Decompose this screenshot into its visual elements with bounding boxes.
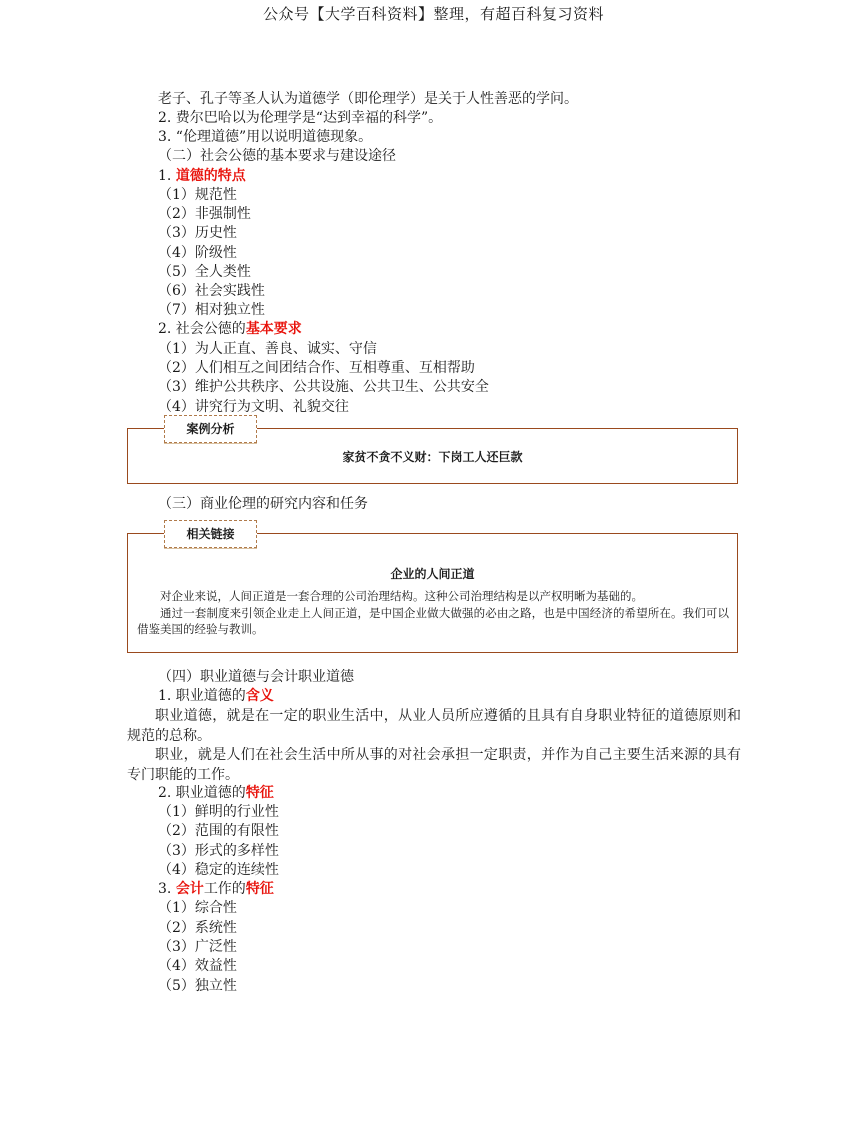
list-item: （2）系统性 [158,920,237,936]
list-item: （1）为人正直、善良、诚实、守信 [158,341,377,357]
list-item: （7）相对独立性 [158,302,265,318]
list-item: （4）效益性 [158,958,237,974]
keyword-highlight: 含义 [245,688,274,704]
list-item: （3）广泛性 [158,939,237,955]
keyword-highlight: 道德的特点 [175,168,246,184]
case-analysis-tab: 案例分析 [164,415,257,443]
list-item: （1）综合性 [158,900,237,916]
section-heading: （四）职业道德与会计职业道德 [158,669,354,685]
section-heading: （二）社会公德的基本要求与建设途径 [158,148,396,164]
section-heading: （三）商业伦理的研究内容和任务 [158,496,368,512]
list-item: （1）鲜明的行业性 [158,804,279,820]
list-item: （5）独立性 [158,978,237,994]
list-item: （3）形式的多样性 [158,843,279,859]
page-header: 公众号【大学百科资料】整理，有超百科复习资料 [262,5,604,23]
link-paragraph: 通过一套制度来引领企业走上人间正道，是中国企业做大做强的必由之路，也是中国经济的希望所在。我们可以借鉴美国的经验与教训。 [137,606,729,636]
list-item: （5）全人类性 [158,264,251,280]
list-item: （2）人们相互之间团结合作、互相尊重、互相帮助 [158,360,475,376]
list-item: （3）维护公共秩序、公共设施、公共卫生、公共安全 [158,379,489,395]
text-line: 3. “伦理道德”用以说明道德现象。 [158,129,373,145]
features-heading: 2. 职业道德的特征 [158,785,274,801]
accounting-features-heading: 3. 会计工作的特征 [158,881,274,897]
list-item: （2）范围的有限性 [158,823,279,839]
keyword-highlight: 基本要求 [245,321,302,337]
text-line: 2. 费尔巴哈以为伦理学是“达到幸福的科学”。 [158,110,443,126]
list-item: （4）稳定的连续性 [158,862,279,878]
list-item: （2）非强制性 [158,206,251,222]
list-item: （4）阶级性 [158,245,237,261]
paragraph: 职业，就是人们在社会生活中所从事的对社会承担一定职责，并作为自己主要生活来源的具有专门职能的工作。 [127,747,741,783]
link-title: 企业的人间正道 [390,567,475,581]
keyword-highlight: 特征 [245,881,274,897]
keyword-highlight: 特征 [245,785,274,801]
list-item: （1）规范性 [158,187,237,203]
text-line: 老子、孔子等圣人认为道德学（即伦理学）是关于人性善恶的学问。 [158,91,578,107]
list-item: （4）讲究行为文明、礼貌交往 [158,399,349,415]
case-title: 家贫不贪不义财：下岗工人还巨款 [342,450,523,464]
list-item: （6）社会实践性 [158,283,265,299]
paragraph: 职业道德，就是在一定的职业生活中，从业人员所应遵循的且具有自身职业特征的道德原则和规范的总称。 [127,708,741,744]
public-morality-heading: 2. 社会公德的基本要求 [158,321,302,337]
moral-features-heading: 1. 道德的特点 [158,168,246,184]
case-analysis-box [127,422,738,484]
list-item: （3）历史性 [158,225,237,241]
link-paragraph: 对企业来说，人间正道是一套合理的公司治理结构。这种公司治理结构是以产权明晰为基础的。 [160,589,643,603]
keyword-highlight: 会计 [175,881,204,897]
related-link-tab: 相关链接 [164,520,257,548]
meaning-heading: 1. 职业道德的含义 [158,688,274,704]
related-link-box [127,527,738,653]
